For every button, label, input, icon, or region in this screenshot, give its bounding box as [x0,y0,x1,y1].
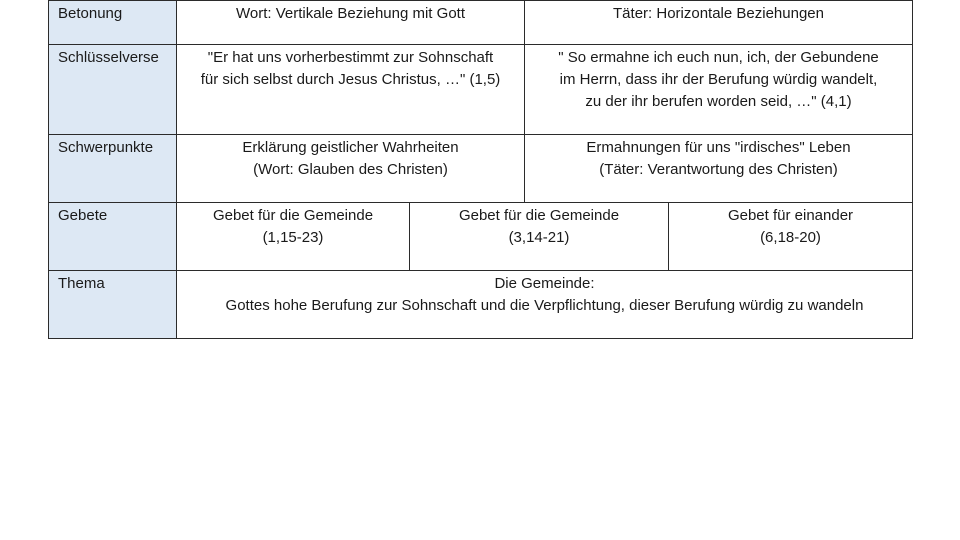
cell-text: Gottes hohe Berufung zur Sohnschaft und die Verpflichtung, dieser Berufung würdig zu wandeln [225,297,864,314]
cell-text: Gebet für die Gemeinde [212,207,374,224]
cell-betonung-wort [177,1,525,45]
cell-text: (Wort: Glauben des Christen) [253,161,448,178]
cell-text: (Täter: Verantwortung des Christen) [599,161,838,178]
row-label-betonung: Betonung [49,1,177,45]
cell-betonung-taeter [525,1,913,45]
cell-text: für sich selbst durch Jesus Christus, …" (1,5) [200,71,501,88]
cell-text: zu der ihr berufen worden seid, …" (4,1) [585,93,852,110]
cell-gebet-2 [410,203,669,271]
cell-text: im Herrn, dass ihr der Berufung würdig wandelt, [559,71,878,88]
cell-text: " So ermahne ich euch nun, ich, der Gebundene [558,49,879,66]
cell-gebet-3 [669,203,913,271]
cell-schluesselvers-1-5 [177,45,525,135]
cell-text: (6,18-20) [760,229,821,246]
cell-text: Wort: Vertikale Beziehung mit Gott [236,5,465,22]
cell-text: "Er hat uns vorherbestimmt zur Sohnschaft [207,49,494,66]
cell-schwerpunkte-wort [177,135,525,203]
cell-text: (1,15-23) [262,229,324,246]
overview-table [48,0,913,339]
cell-thema [177,271,913,339]
table-row-thema [49,271,913,339]
cell-text: Gebet für einander [727,207,854,224]
cell-text: Gebet für die Gemeinde [458,207,620,224]
row-label-schluesselverse: Schlüsselverse [49,45,177,135]
table-row-betonung [49,1,913,45]
cell-schwerpunkte-taeter [525,135,913,203]
cell-text: Die Gemeinde: [494,275,595,292]
cell-text: (3,14-21) [508,229,570,246]
table-row-schluesselverse [49,45,913,135]
table-row-schwerpunkte [49,135,913,203]
cell-text: Erklärung geistlicher Wahrheiten [242,139,459,156]
table-row-gebete [49,203,913,271]
row-label-thema: Thema [49,271,177,339]
row-label-gebete: Gebete [49,203,177,271]
cell-schluesselvers-4-1 [525,45,913,135]
cell-text: Ermahnungen für uns "irdisches" Leben [586,139,851,156]
cell-text: Täter: Horizontale Beziehungen [613,5,824,22]
row-label-schwerpunkte: Schwerpunkte [49,135,177,203]
cell-gebet-1 [177,203,410,271]
